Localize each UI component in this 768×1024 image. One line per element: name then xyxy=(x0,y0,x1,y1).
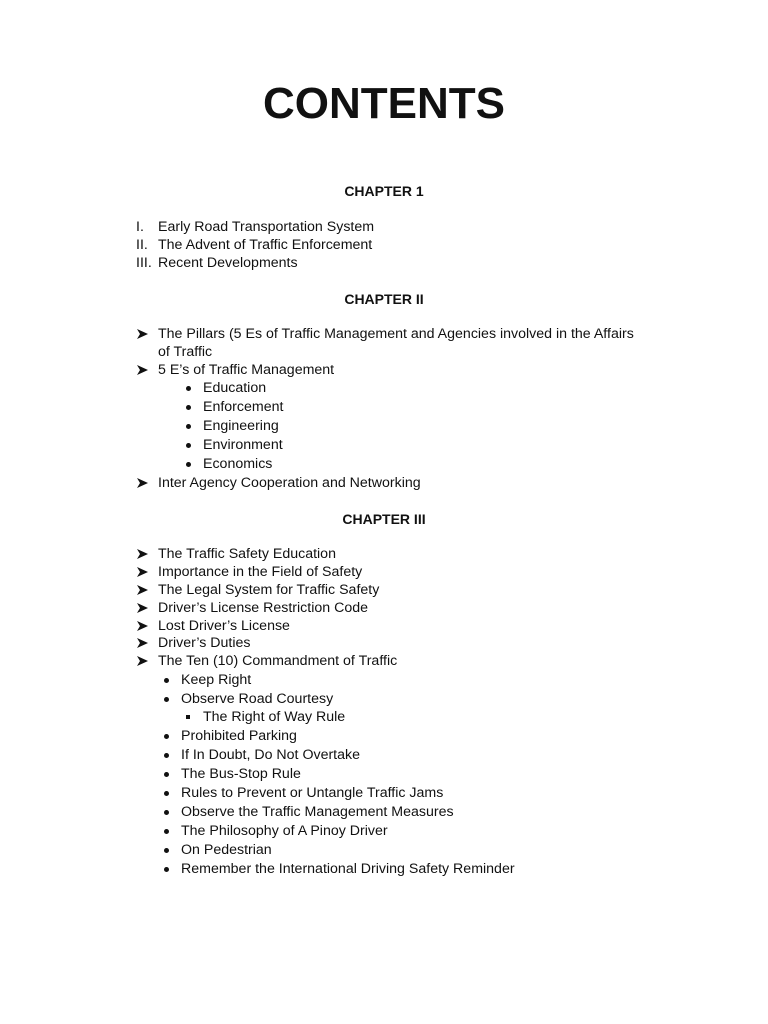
arrow-bullet-icon xyxy=(137,474,148,488)
arrow-bullet-icon xyxy=(137,325,148,339)
toc-subsubitem: The Right of Way Rule xyxy=(203,709,346,725)
bullet-dot-icon xyxy=(164,678,169,683)
chapter-1-heading: CHAPTER 1 xyxy=(344,183,424,199)
bullet-dot-icon xyxy=(164,791,169,796)
bullet-dot-icon xyxy=(164,753,169,758)
toc-item: The Ten (10) Commandment of Traffic xyxy=(158,653,398,669)
toc-subitem: Observe the Traffic Management Measures xyxy=(181,804,454,820)
toc-subitem: Keep Right xyxy=(181,672,252,688)
toc-item: The Traffic Safety Education xyxy=(158,546,336,562)
arrow-bullet-icon xyxy=(137,563,148,577)
toc-subitem: Education xyxy=(203,380,267,396)
bullet-dot-icon xyxy=(164,829,169,834)
toc-subitem: Observe Road Courtesy xyxy=(181,691,334,707)
toc-subitem: If In Doubt, Do Not Overtake xyxy=(181,747,360,763)
arrow-bullet-icon xyxy=(137,545,148,559)
toc-item: Importance in the Field of Safety xyxy=(158,564,363,580)
roman-numeral: I. xyxy=(136,219,144,235)
arrow-bullet-icon xyxy=(137,652,148,666)
toc-item: The Legal System for Traffic Safety xyxy=(158,582,380,598)
page-title: CONTENTS xyxy=(263,79,505,128)
toc-item: Driver’s License Restriction Code xyxy=(158,600,369,616)
square-bullet-icon xyxy=(186,715,190,719)
toc-subitem: Rules to Prevent or Untangle Traffic Jams xyxy=(181,785,444,801)
toc-item: The Pillars (5 Es of Traffic Management and Agencies involved in the Affairs xyxy=(158,326,634,342)
bullet-dot-icon xyxy=(186,443,191,448)
bullet-dot-icon xyxy=(186,462,191,467)
toc-subitem: Enforcement xyxy=(203,399,284,415)
toc-subitem: Economics xyxy=(203,456,273,472)
toc-subitem: On Pedestrian xyxy=(181,842,272,858)
bullet-dot-icon xyxy=(164,848,169,853)
bullet-dot-icon xyxy=(164,734,169,739)
toc-item: Lost Driver’s License xyxy=(158,618,290,634)
roman-numeral: II. xyxy=(136,237,148,253)
bullet-dot-icon xyxy=(186,386,191,391)
chapter-3-heading: CHAPTER III xyxy=(342,511,426,527)
roman-numeral: III. xyxy=(136,255,152,271)
toc-subitem: Engineering xyxy=(203,418,279,434)
toc-subitem: The Philosophy of A Pinoy Driver xyxy=(181,823,388,839)
bullet-dot-icon xyxy=(164,697,169,702)
toc-subitem: Remember the International Driving Safety Reminder xyxy=(181,861,515,877)
bullet-dot-icon xyxy=(186,405,191,410)
bullet-dot-icon xyxy=(164,772,169,777)
bullet-dot-icon xyxy=(164,867,169,872)
toc-item-continuation: of Traffic xyxy=(158,344,213,360)
toc-item: Inter Agency Cooperation and Networking xyxy=(158,475,421,491)
arrow-bullet-icon xyxy=(137,634,148,648)
arrow-bullet-icon xyxy=(137,617,148,631)
toc-item: Driver’s Duties xyxy=(158,635,251,651)
bullet-dot-icon xyxy=(164,810,169,815)
toc-item: Early Road Transportation System xyxy=(158,219,375,235)
bullet-dot-icon xyxy=(186,424,191,429)
toc-subitem: Environment xyxy=(203,437,283,453)
arrow-bullet-icon xyxy=(137,599,148,613)
arrow-bullet-icon xyxy=(137,581,148,595)
toc-subitem: Prohibited Parking xyxy=(181,728,297,744)
toc-item: Recent Developments xyxy=(158,255,298,271)
toc-item: The Advent of Traffic Enforcement xyxy=(158,237,373,253)
toc-item: 5 E’s of Traffic Management xyxy=(158,362,335,378)
arrow-bullet-icon xyxy=(137,361,148,375)
toc-subitem: The Bus-Stop Rule xyxy=(181,766,301,782)
chapter-2-heading: CHAPTER II xyxy=(344,291,424,307)
